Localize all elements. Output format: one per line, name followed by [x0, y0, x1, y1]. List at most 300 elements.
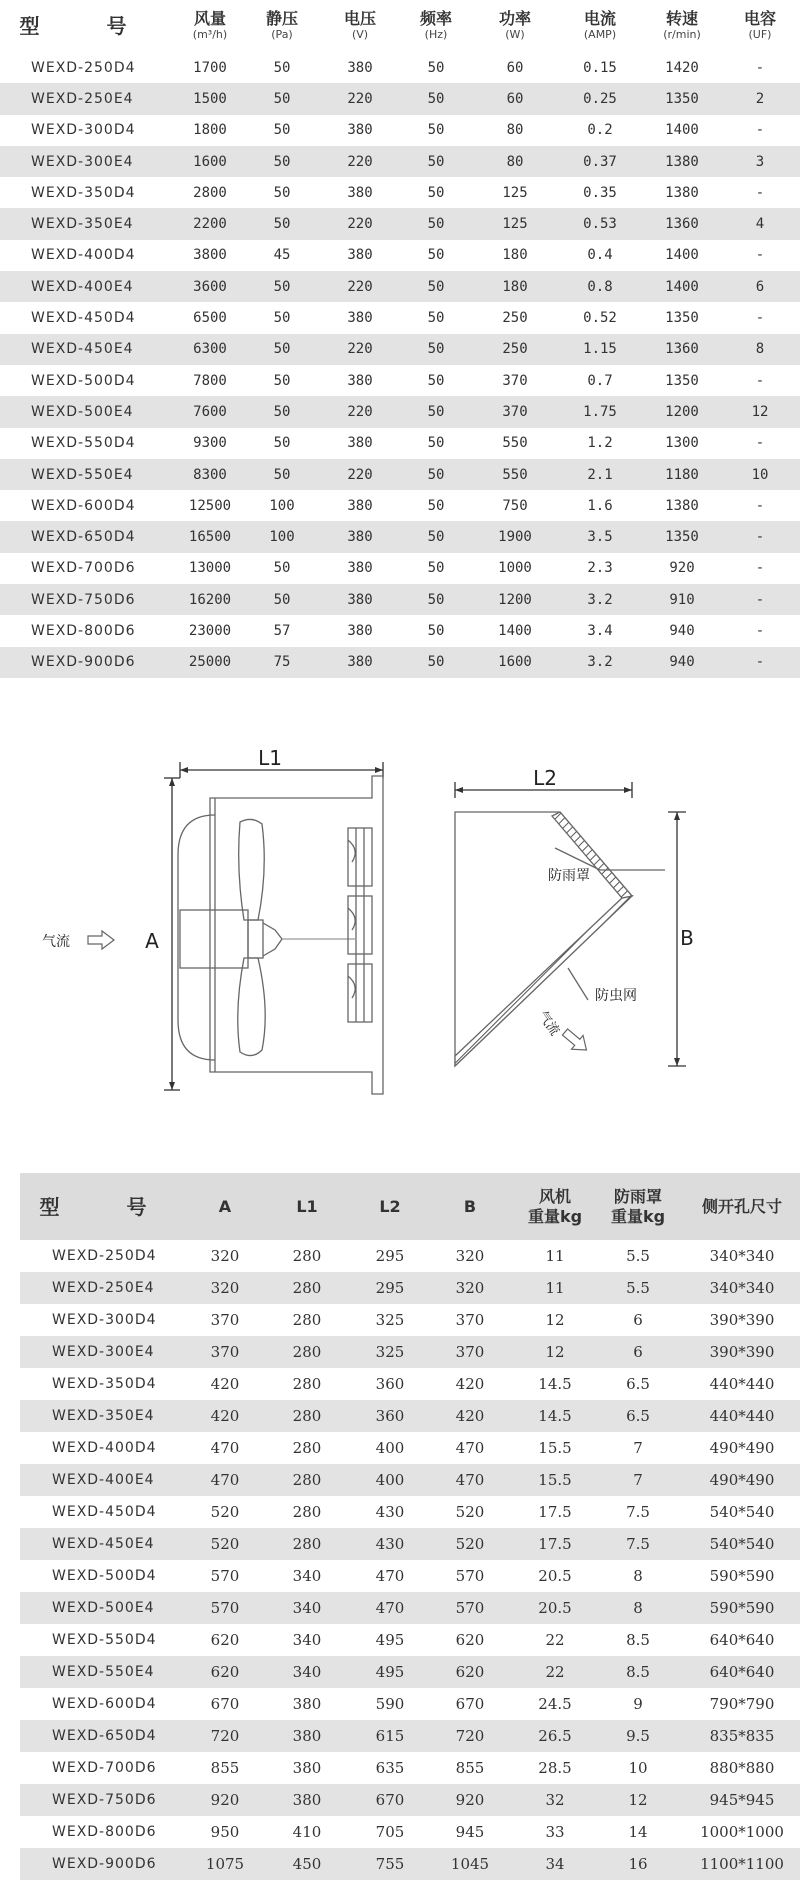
table-cell: 705: [375, 1823, 405, 1841]
table-cell: 6.5: [626, 1375, 650, 1393]
table-cell: -: [755, 435, 765, 452]
table-cell: 520: [455, 1503, 485, 1521]
table-cell: 50: [273, 560, 291, 577]
table-cell: 325: [375, 1311, 405, 1329]
table-cell: 180: [502, 247, 528, 264]
dim-header-1: [190, 1173, 260, 1240]
table-cell: 2: [755, 90, 765, 107]
table-cell: 9.5: [626, 1727, 650, 1745]
table-cell: 340*340: [709, 1279, 775, 1297]
table-row: [0, 83, 800, 114]
table-cell: 390*390: [709, 1311, 775, 1329]
table-cell: 125: [502, 216, 528, 233]
table-cell: 6500: [193, 310, 227, 327]
table-row: [0, 240, 800, 271]
table-cell: 1350: [665, 372, 699, 389]
table-cell: 280: [292, 1407, 322, 1425]
model-cell: WEXD-350E4: [31, 216, 134, 233]
table-cell: 470: [455, 1471, 485, 1489]
table-cell: 50: [427, 153, 445, 170]
table-cell: 380: [347, 122, 373, 139]
spec-header-8: [725, 0, 795, 52]
table-cell: 380: [347, 497, 373, 514]
table-cell: 880*880: [709, 1759, 775, 1777]
table-cell: 1360: [665, 216, 699, 233]
table-cell: 755: [375, 1855, 405, 1873]
table-cell: 3600: [193, 278, 227, 295]
table-cell: 620: [455, 1631, 485, 1649]
model-cell: WEXD-400E4: [52, 1472, 155, 1488]
table-cell: 280: [292, 1343, 322, 1361]
table-cell: 495: [375, 1631, 405, 1649]
table-cell: 400: [375, 1471, 405, 1489]
dim-header-4: [435, 1173, 505, 1240]
table-row: [0, 115, 800, 146]
table-cell: 1350: [665, 310, 699, 327]
table-cell: 6.5: [626, 1407, 650, 1425]
table-row: [20, 1496, 800, 1528]
table-cell: 370: [455, 1311, 485, 1329]
table-cell: 490*490: [709, 1439, 775, 1457]
table-cell: 220: [347, 216, 373, 233]
dimension-table-header: [20, 1173, 800, 1240]
table-cell: 620: [210, 1631, 240, 1649]
table-cell: 380: [347, 654, 373, 671]
table-cell: 0.37: [583, 153, 617, 170]
table-cell: 280: [292, 1279, 322, 1297]
table-cell: 5.5: [626, 1279, 650, 1297]
table-cell: 8.5: [626, 1631, 650, 1649]
table-cell: 380: [347, 372, 373, 389]
table-cell: 670: [210, 1695, 240, 1713]
table-cell: 280: [292, 1535, 322, 1553]
table-cell: 17.5: [538, 1535, 572, 1553]
table-cell: 1100*1100: [700, 1855, 784, 1873]
table-cell: 420: [210, 1375, 240, 1393]
dim-header-6: [593, 1173, 683, 1240]
table-row: [20, 1336, 800, 1368]
spec-table: [0, 0, 800, 678]
table-cell: 50: [427, 122, 445, 139]
table-row: [20, 1464, 800, 1496]
table-cell: 540*540: [709, 1503, 775, 1521]
spec-header-unit: (V): [351, 28, 369, 41]
table-cell: 1400: [665, 247, 699, 264]
table-cell: 75: [273, 654, 291, 671]
table-cell: 380: [292, 1695, 322, 1713]
table-cell: 470: [375, 1599, 405, 1617]
table-cell: 3.2: [587, 654, 613, 671]
table-cell: 320: [210, 1247, 240, 1265]
fan-blade-top: [239, 819, 265, 920]
table-cell: 220: [347, 90, 373, 107]
table-cell: 220: [347, 153, 373, 170]
table-cell: 1000: [498, 560, 532, 577]
table-cell: 520: [455, 1535, 485, 1553]
table-cell: 100: [269, 529, 295, 546]
table-cell: 520: [210, 1535, 240, 1553]
table-cell: 60: [506, 90, 524, 107]
table-cell: 2200: [193, 216, 227, 233]
table-cell: 590*590: [709, 1599, 775, 1617]
table-cell: 1900: [498, 529, 532, 546]
table-cell: 280: [292, 1375, 322, 1393]
model-cell: WEXD-900D6: [31, 654, 136, 671]
fan-housing: [210, 776, 383, 1094]
table-cell: 50: [427, 435, 445, 452]
table-cell: 430: [375, 1535, 405, 1553]
table-cell: 450: [292, 1855, 322, 1873]
table-cell: 8: [755, 341, 765, 358]
table-cell: 1700: [193, 59, 227, 76]
table-cell: 3.4: [587, 622, 613, 639]
table-cell: 670: [455, 1695, 485, 1713]
model-cell: WEXD-300E4: [52, 1344, 155, 1360]
table-cell: 17.5: [538, 1503, 572, 1521]
model-cell: WEXD-550E4: [31, 466, 134, 483]
table-cell: 6: [755, 278, 765, 295]
table-cell: 50: [427, 90, 445, 107]
fan-grille: [348, 828, 372, 1022]
table-cell: 910: [669, 591, 695, 608]
table-cell: -: [755, 184, 765, 201]
table-row: [0, 521, 800, 552]
table-cell: 15.5: [538, 1439, 572, 1457]
table-row: [0, 584, 800, 615]
table-cell: -: [755, 591, 765, 608]
table-cell: 420: [210, 1407, 240, 1425]
table-cell: 50: [427, 184, 445, 201]
dim-header-label: 防雨罩: [613, 1186, 662, 1206]
table-cell: 50: [273, 466, 291, 483]
table-cell: 1800: [193, 122, 227, 139]
table-cell: 750: [502, 497, 528, 514]
table-cell: 380: [347, 184, 373, 201]
table-cell: 12: [751, 403, 769, 420]
table-row: [20, 1720, 800, 1752]
table-cell: 2.1: [587, 466, 613, 483]
table-cell: 5.5: [626, 1247, 650, 1265]
table-cell: -: [755, 122, 765, 139]
table-cell: 440*440: [709, 1407, 775, 1425]
table-cell: 570: [455, 1567, 485, 1585]
table-cell: 25000: [188, 654, 232, 671]
table-cell: 1350: [665, 529, 699, 546]
table-cell: 620: [455, 1663, 485, 1681]
table-cell: 60: [506, 59, 524, 76]
table-cell: 0.25: [583, 90, 617, 107]
label-airflow: 气流: [42, 934, 70, 950]
table-cell: 16200: [188, 591, 232, 608]
table-cell: 32: [545, 1791, 565, 1809]
table-cell: 6: [633, 1343, 643, 1361]
table-cell: 430: [375, 1503, 405, 1521]
spec-table-header: [0, 0, 800, 52]
table-cell: 80: [506, 153, 524, 170]
table-cell: 9300: [193, 435, 227, 452]
model-cell: WEXD-800D6: [31, 622, 136, 639]
spec-header-unit: (Hz): [424, 28, 448, 41]
dimension-diagram: [0, 720, 800, 1120]
table-cell: 360: [375, 1407, 405, 1425]
table-cell: 1.15: [583, 341, 617, 358]
table-cell: 28.5: [538, 1759, 572, 1777]
table-cell: 7800: [193, 372, 227, 389]
table-cell: 9: [633, 1695, 643, 1713]
table-cell: -: [755, 654, 765, 671]
table-cell: 945: [455, 1823, 485, 1841]
table-row: [20, 1272, 800, 1304]
table-cell: 570: [210, 1567, 240, 1585]
table-cell: 1200: [665, 403, 699, 420]
table-row: [20, 1400, 800, 1432]
table-cell: 550: [502, 435, 528, 452]
table-cell: 280: [292, 1439, 322, 1457]
table-cell: 380: [347, 591, 373, 608]
table-cell: 12: [628, 1791, 648, 1809]
table-cell: 1.75: [583, 403, 617, 420]
model-cell: WEXD-800D6: [52, 1824, 157, 1840]
dimension-table: [20, 1173, 800, 1880]
table-cell: 380: [347, 310, 373, 327]
table-row: [0, 52, 800, 83]
spec-header-unit: (UF): [748, 28, 772, 41]
table-cell: 340*340: [709, 1247, 775, 1265]
table-cell: 2.3: [587, 560, 613, 577]
table-cell: 50: [273, 90, 291, 107]
table-row: [0, 334, 800, 365]
table-cell: 0.35: [583, 184, 617, 201]
fan-side-view: [164, 762, 383, 1094]
dimension-table-body: [20, 1240, 800, 1880]
dim-header-5: [515, 1173, 595, 1240]
table-cell: 320: [455, 1279, 485, 1297]
model-cell: WEXD-550D4: [52, 1632, 157, 1648]
table-cell: 13000: [188, 560, 232, 577]
table-cell: 50: [427, 372, 445, 389]
table-cell: 33: [545, 1823, 565, 1841]
table-cell: -: [755, 247, 765, 264]
table-cell: 6: [633, 1311, 643, 1329]
model-cell: WEXD-650D4: [52, 1728, 157, 1744]
label-rain-hood: 防雨罩: [548, 868, 590, 884]
table-cell: 470: [210, 1471, 240, 1489]
table-cell: 945*945: [709, 1791, 775, 1809]
model-cell: WEXD-350D4: [52, 1376, 157, 1392]
spec-table-body: [0, 52, 800, 678]
table-cell: 220: [347, 403, 373, 420]
table-cell: 0.8: [587, 278, 613, 295]
table-row: [0, 177, 800, 208]
model-cell: WEXD-550E4: [52, 1664, 155, 1680]
model-cell: WEXD-750D6: [31, 591, 136, 608]
insect-net: [455, 896, 632, 1066]
table-row: [20, 1848, 800, 1880]
table-cell: 14: [628, 1823, 648, 1841]
spec-header-5: [480, 0, 550, 52]
table-cell: 280: [292, 1503, 322, 1521]
table-cell: 50: [427, 278, 445, 295]
table-cell: 45: [273, 247, 291, 264]
airflow-arrow-right: [559, 1025, 592, 1057]
table-cell: -: [755, 497, 765, 514]
table-row: [20, 1784, 800, 1816]
table-cell: 420: [455, 1407, 485, 1425]
table-cell: 1075: [205, 1855, 245, 1873]
table-cell: 520: [210, 1503, 240, 1521]
table-cell: 50: [273, 122, 291, 139]
table-cell: 380: [347, 622, 373, 639]
table-row: [20, 1432, 800, 1464]
table-cell: 8: [633, 1599, 643, 1617]
model-cell: WEXD-700D6: [31, 560, 136, 577]
table-cell: 1180: [665, 466, 699, 483]
table-cell: 7600: [193, 403, 227, 420]
table-cell: 590: [375, 1695, 405, 1713]
table-cell: 1380: [665, 153, 699, 170]
table-cell: 50: [273, 216, 291, 233]
table-cell: 20.5: [538, 1567, 572, 1585]
table-cell: 440*440: [709, 1375, 775, 1393]
model-cell: WEXD-500E4: [31, 403, 134, 420]
table-row: [0, 271, 800, 302]
model-cell: WEXD-750D6: [52, 1792, 157, 1808]
table-cell: 50: [273, 310, 291, 327]
table-cell: 50: [273, 341, 291, 358]
table-cell: 1.2: [587, 435, 613, 452]
table-cell: 50: [273, 278, 291, 295]
table-cell: 57: [273, 622, 291, 639]
spec-header-label: 型 号: [19, 14, 157, 38]
table-cell: 410: [292, 1823, 322, 1841]
table-cell: 1045: [450, 1855, 490, 1873]
table-cell: 380: [292, 1791, 322, 1809]
table-cell: 7: [633, 1439, 643, 1457]
table-cell: 295: [375, 1247, 405, 1265]
table-cell: 50: [273, 435, 291, 452]
table-cell: 24.5: [538, 1695, 572, 1713]
table-cell: 1600: [193, 153, 227, 170]
table-cell: 370: [502, 372, 528, 389]
table-cell: 540*540: [709, 1535, 775, 1553]
table-cell: 1380: [665, 184, 699, 201]
table-cell: 1000*1000: [700, 1823, 784, 1841]
table-cell: 180: [502, 278, 528, 295]
table-cell: 720: [210, 1727, 240, 1745]
table-cell: 220: [347, 341, 373, 358]
spec-header-label: 功率: [498, 9, 531, 28]
table-cell: 50: [273, 372, 291, 389]
spec-header-label: 转速: [665, 9, 698, 28]
spec-header-1: [175, 0, 245, 52]
label-insect-net: 防虫网: [595, 988, 637, 1004]
table-cell: 590*590: [709, 1567, 775, 1585]
dim-header-label: L2: [379, 1196, 401, 1216]
table-cell: 370: [455, 1343, 485, 1361]
table-row: [20, 1560, 800, 1592]
table-cell: 220: [347, 466, 373, 483]
table-cell: 380: [347, 247, 373, 264]
table-cell: 920: [669, 560, 695, 577]
model-cell: WEXD-450E4: [31, 341, 134, 358]
table-cell: 325: [375, 1343, 405, 1361]
table-cell: -: [755, 560, 765, 577]
table-cell: 295: [375, 1279, 405, 1297]
model-cell: WEXD-500E4: [52, 1600, 155, 1616]
airflow-arrow-left: [88, 931, 114, 949]
table-cell: 790*790: [709, 1695, 775, 1713]
table-cell: 10: [751, 466, 769, 483]
table-cell: 50: [427, 466, 445, 483]
table-cell: 340: [292, 1567, 322, 1585]
table-cell: 635: [375, 1759, 405, 1777]
table-row: [20, 1624, 800, 1656]
model-cell: WEXD-450D4: [52, 1504, 157, 1520]
table-cell: 920: [210, 1791, 240, 1809]
dim-header-label: 型 号: [39, 1194, 177, 1219]
table-cell: 0.15: [583, 59, 617, 76]
spec-header-label: 频率: [419, 9, 452, 28]
table-cell: -: [755, 529, 765, 546]
dim-header-label: L1: [296, 1196, 318, 1216]
spec-header-unit: (AMP): [583, 28, 617, 41]
table-cell: -: [755, 372, 765, 389]
table-row: [0, 459, 800, 490]
table-cell: 12500: [188, 497, 232, 514]
table-cell: 50: [427, 497, 445, 514]
dim-header-label: 侧开孔尺寸: [701, 1196, 782, 1216]
table-cell: 50: [273, 591, 291, 608]
model-cell: WEXD-400D4: [52, 1440, 157, 1456]
table-cell: 855: [455, 1759, 485, 1777]
model-cell: WEXD-600D4: [52, 1696, 157, 1712]
table-cell: 50: [273, 153, 291, 170]
spec-header-2: [247, 0, 317, 52]
motor-body: [180, 910, 248, 968]
dim-header-2: [272, 1173, 342, 1240]
table-cell: 23000: [188, 622, 232, 639]
table-cell: 50: [427, 341, 445, 358]
table-cell: 50: [427, 591, 445, 608]
table-cell: 1360: [665, 341, 699, 358]
table-cell: 7.5: [626, 1535, 650, 1553]
model-cell: WEXD-250E4: [31, 90, 134, 107]
table-row: [0, 647, 800, 678]
table-cell: 380: [347, 59, 373, 76]
table-cell: 20.5: [538, 1599, 572, 1617]
dim-header-3: [355, 1173, 425, 1240]
spec-header-unit: (r/min): [663, 28, 701, 41]
table-cell: 50: [427, 560, 445, 577]
model-cell: WEXD-250D4: [52, 1248, 157, 1264]
table-cell: 550: [502, 466, 528, 483]
model-cell: WEXD-250D4: [31, 59, 136, 76]
table-cell: 835*835: [709, 1727, 775, 1745]
table-cell: 22: [545, 1631, 565, 1649]
table-cell: 250: [502, 341, 528, 358]
table-cell: 0.53: [583, 216, 617, 233]
table-cell: 8.5: [626, 1663, 650, 1681]
dim-header-sublabel: 重量kg: [610, 1206, 666, 1226]
table-row: [20, 1528, 800, 1560]
table-cell: 16500: [188, 529, 232, 546]
model-cell: WEXD-600D4: [31, 497, 136, 514]
table-cell: 360: [375, 1375, 405, 1393]
table-cell: 615: [375, 1727, 405, 1745]
table-cell: 470: [455, 1439, 485, 1457]
rain-hood-view: [455, 782, 686, 1066]
model-cell: WEXD-350E4: [52, 1408, 155, 1424]
